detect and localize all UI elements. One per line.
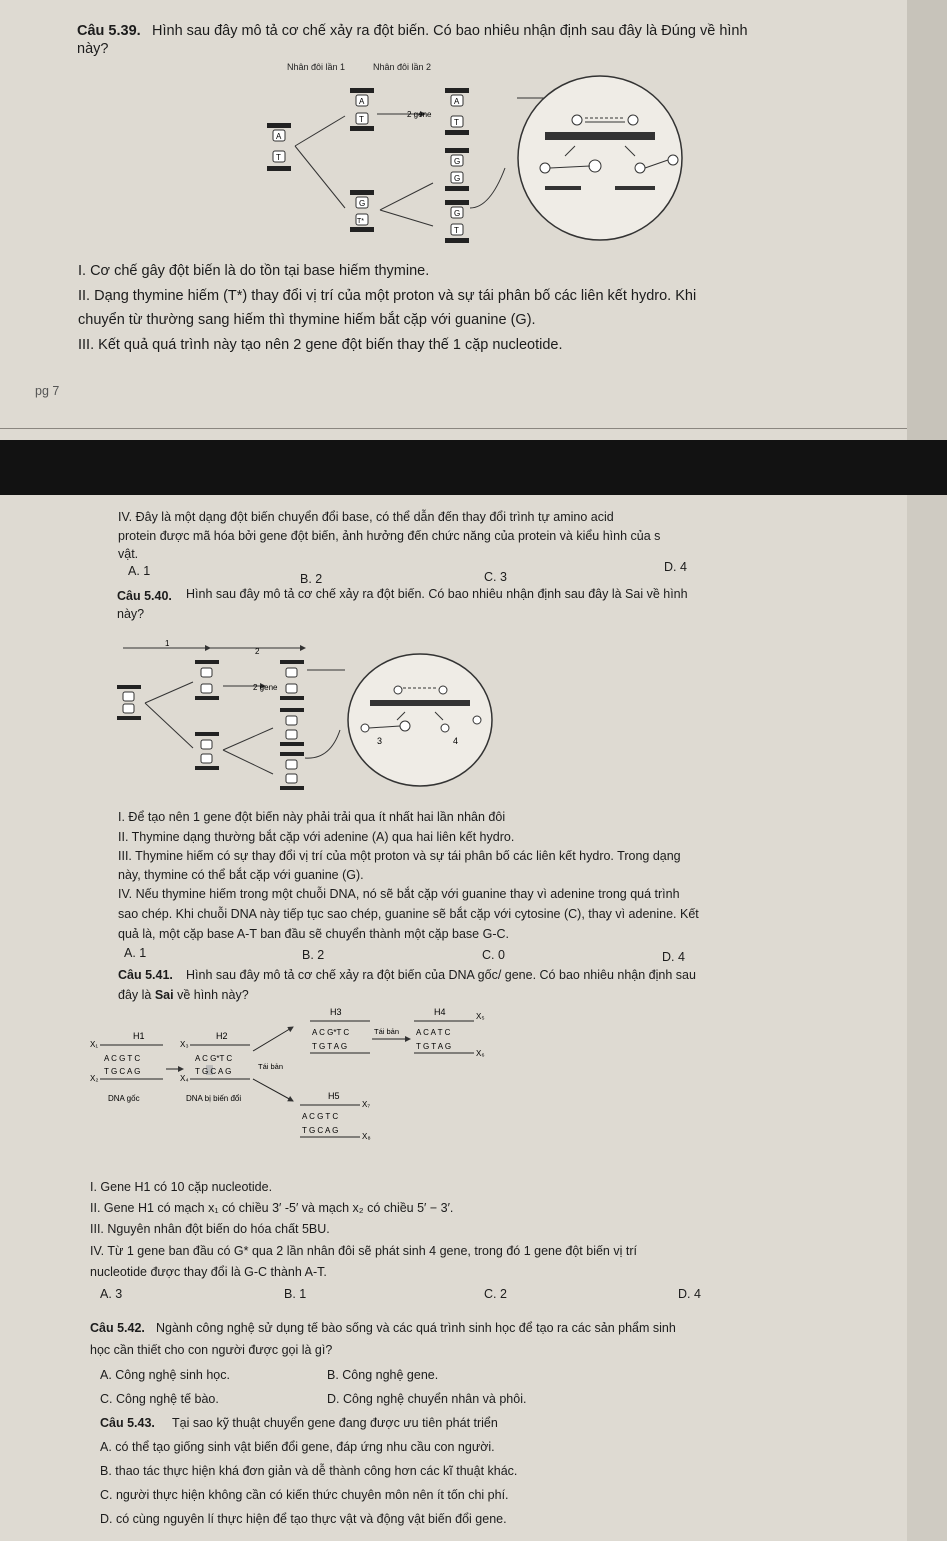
fig-label-tai-ban: Tái bản xyxy=(258,1062,284,1071)
fig-gene-H4: H4 xyxy=(434,1007,446,1017)
base-A-label: A xyxy=(454,97,460,106)
q541-option-c: C. 2 xyxy=(484,1287,507,1301)
q542-option-c: C. Công nghệ tế bào. xyxy=(100,1392,219,1406)
page-gap xyxy=(0,440,947,495)
q539-prompt-line1: Hình sau đây mô tả cơ chế xảy ra đột biến. Có bao nhiêu nhận định sau đây là Đúng về hình xyxy=(152,23,748,39)
fig-seq-h2-top: A C G*T C xyxy=(195,1054,233,1063)
fig-seq-h3-bot: T G T A G xyxy=(312,1042,348,1051)
fig-seq-h1-top: A C G T C xyxy=(104,1054,141,1063)
q543-option-d: D. có cùng nguyên lí thực hiện để tạo thực vật và động vật biến đổi gene. xyxy=(100,1512,507,1526)
q539-option-d: D. 4 xyxy=(664,560,687,574)
q540-statement-3a: III. Thymine hiếm có sự thay đổi vị trí của một proton và sự tái phân bố các liên kết hydro. Trong dạng xyxy=(118,849,681,863)
page-bottom xyxy=(0,495,907,1541)
page-note: pg 7 xyxy=(35,384,60,398)
fig-label-tai-ban: Tái bản xyxy=(374,1027,400,1036)
fig-label-dup2: Nhân đôi lần 2 xyxy=(373,62,432,72)
q539-statement-4a: IV. Đây là một dạng đột biến chuyển đổi base, có thể dẫn đến thay đổi trình tự amino acid xyxy=(118,510,614,524)
q542-option-d: D. Công nghệ chuyển nhân và phôi. xyxy=(327,1392,527,1406)
fig-label-dna-goc: DNA gốc xyxy=(108,1094,140,1103)
fig-seq-h4-bot: T G T A G xyxy=(416,1042,452,1051)
q543-option-b: B. thao tác thực hiện khá đơn giản và dễ thành công hơn các kĩ thuật khác. xyxy=(100,1464,518,1478)
fig-step-4: 4 xyxy=(453,736,459,746)
fig-label-2gene: 2 gene xyxy=(407,110,432,119)
fig-strand-X3: X₃ xyxy=(180,1040,189,1049)
fig-seq-h5-top: A C G T C xyxy=(302,1112,339,1121)
q540-statement-1: I. Để tạo nên 1 gene đột biến này phải trải qua ít nhất hai lần nhân đôi xyxy=(118,810,506,824)
q541-option-d: D. 4 xyxy=(678,1287,701,1301)
base-T-label: T xyxy=(276,153,281,162)
q539-statement-2a: II. Dạng thymine hiếm (T*) thay đổi vị trí của một proton và sự tái phân bố các liên kết hydro. Khi xyxy=(78,288,697,304)
q541-statement-2: II. Gene H1 có mạch x₁ có chiều 3′ -5′ và mạch x₂ có chiều 5′ − 3′. xyxy=(90,1201,454,1215)
fig-gene-H3: H3 xyxy=(330,1007,342,1017)
q541-prompt-line2 xyxy=(118,986,249,1004)
fig-seq-h2-bot: T G C A G xyxy=(195,1067,232,1076)
fig-strand-X7: X₇ xyxy=(362,1100,371,1109)
page-divider xyxy=(0,428,907,429)
q539-option-c: C. 3 xyxy=(484,570,507,584)
q539-statement-4c: vật. xyxy=(118,547,139,561)
q539-statement-1: I. Cơ chế gây đột biến là do tồn tại base hiếm thymine. xyxy=(78,263,430,279)
q539-title: Câu 5.39. xyxy=(77,23,141,39)
q540-statement-4b: sao chép. Khi chuỗi DNA này tiếp tục sao chép, guanine sẽ bắt cặp với cytosine (C), thay vì adenine. Kết xyxy=(118,907,699,921)
fig-label-dna-bien-doi: DNA bị biến đổi xyxy=(186,1094,242,1103)
q540-option-a: A. 1 xyxy=(124,946,147,960)
q543-prompt: Tại sao kỹ thuật chuyển gene đang được ưu tiên phát triển xyxy=(172,1416,498,1430)
q541-title: Câu 5.41. xyxy=(118,968,173,982)
q543-option-a: A. có thể tạo giống sinh vật biến đổi gene, đáp ứng nhu cầu con người. xyxy=(100,1440,495,1454)
q540-option-c: C. 0 xyxy=(482,948,505,962)
base-G-label: G xyxy=(359,199,366,208)
q539-prompt-line2: này? xyxy=(77,41,109,57)
q541-prompt-pre: đây là xyxy=(118,988,155,1002)
zoom-circle xyxy=(518,76,682,240)
fig-gene-H1: H1 xyxy=(133,1031,145,1041)
fig-seq-h3-top: A C G*T C xyxy=(312,1028,350,1037)
q541-option-b: B. 1 xyxy=(284,1287,307,1301)
fig-step-2: 2 xyxy=(255,647,260,656)
q543-option-c: C. người thực hiện không cần có kiến thức chuyên môn nên ít tốn chi phí. xyxy=(100,1488,509,1502)
q539-statement-3: III. Kết quả quá trình này tạo nên 2 gene đột biến thay thế 1 cặp nucleotide. xyxy=(78,337,563,353)
q542-prompt-line2: học cần thiết cho con người được gọi là gì? xyxy=(90,1343,333,1357)
q541-prompt-post: về hình này? xyxy=(173,988,249,1002)
base-A-label: A xyxy=(276,132,282,141)
fig-seq-h5-bot: T G C A G xyxy=(302,1126,339,1135)
base-G-label: G xyxy=(454,174,461,183)
fig-label-dup1: Nhân đôi lần 1 xyxy=(287,62,346,72)
base-G-label: G xyxy=(454,209,461,218)
q540-prompt-line2: này? xyxy=(117,607,145,621)
fig-strand-X4: X₄ xyxy=(180,1074,189,1083)
strand-bar xyxy=(267,166,291,171)
q540-option-b: B. 2 xyxy=(302,948,325,962)
fig-step-3: 3 xyxy=(377,736,383,746)
base-A-label: A xyxy=(359,97,365,106)
q540-statement-3b: này, thymine có thể bắt cặp với guanine (G). xyxy=(118,868,364,882)
q541-dna-figure xyxy=(88,1007,508,1172)
q543-title: Câu 5.43. xyxy=(100,1416,155,1430)
fig-seq-h1-bot: T G C A G xyxy=(104,1067,141,1076)
q540-title: Câu 5.40. xyxy=(117,589,172,603)
fig-strand-X5: X₅ xyxy=(476,1012,485,1021)
q540-mutation-figure xyxy=(115,640,505,802)
q540-statement-4a: IV. Nếu thymine hiếm trong một chuỗi DNA, nó sẽ bắt cặp với guanine thay vì adenine trong quá trình xyxy=(118,887,680,901)
q540-statement-4c: quả là, một cặp base A-T ban đầu sẽ chuyển thành một cặp base G-C. xyxy=(118,927,509,941)
q542-option-a: A. Công nghệ sinh học. xyxy=(100,1368,230,1382)
page-top xyxy=(0,0,907,440)
base-T-label: T xyxy=(454,118,459,127)
fig-strand-X8: X₈ xyxy=(362,1132,371,1141)
fig-gene-H2: H2 xyxy=(216,1031,228,1041)
fig-gene-H5: H5 xyxy=(328,1091,340,1101)
fig-strand-X6: X₆ xyxy=(476,1049,485,1058)
base-G-label: G xyxy=(454,157,461,166)
q541-prompt-line1: Hình sau đây mô tả cơ chế xảy ra đột biến của DNA gốc/ gene. Có bao nhiêu nhận định sau xyxy=(186,968,696,982)
base-Tstar-label: T* xyxy=(357,218,364,225)
q539-option-a: A. 1 xyxy=(128,564,151,578)
fig-strand-X1: X₁ xyxy=(90,1040,99,1049)
fig-label-2gene: 2 gene xyxy=(253,683,278,692)
q541-option-a: A. 3 xyxy=(100,1287,123,1301)
q541-statement-3: III. Nguyên nhân đột biến do hóa chất 5BU. xyxy=(90,1222,330,1236)
q540-option-d: D. 4 xyxy=(662,950,685,964)
q542-title: Câu 5.42. xyxy=(90,1321,145,1335)
q541-statement-1: I. Gene H1 có 10 cặp nucleotide. xyxy=(90,1180,273,1194)
q539-option-b: B. 2 xyxy=(300,572,323,586)
fig-seq-h4-top: A C A T C xyxy=(416,1028,451,1037)
fig-step-1: 1 xyxy=(165,640,170,648)
q540-prompt-line1: Hình sau đây mô tả cơ chế xảy ra đột biến. Có bao nhiêu nhận định sau đây là Sai về hình xyxy=(186,587,688,601)
fig-strand-X2: X₂ xyxy=(90,1074,99,1083)
base-T-label: T xyxy=(454,226,459,235)
page-right-edge xyxy=(907,0,947,440)
q540-statement-2: II. Thymine dạng thường bắt cặp với adenine (A) qua hai liên kết hydro. xyxy=(118,830,515,844)
q539-statement-2b: chuyển từ thường sang hiếm thì thymine hiếm bắt cặp với guanine (G). xyxy=(78,312,536,328)
zoom-circle xyxy=(348,654,492,786)
q541-statement-4a: IV. Từ 1 gene ban đầu có G* qua 2 lần nhân đôi sẽ phát sinh 4 gene, trong đó 1 gene đột biến vị trí xyxy=(90,1244,637,1258)
q539-statement-4b: protein được mã hóa bởi gene đột biến, ảnh hưởng đến chức năng của protein và kiểu hình của s xyxy=(118,529,661,543)
q541-prompt-bold: Sai xyxy=(154,988,174,1002)
q541-statement-4b: nucleotide được thay đổi là G-C thành A-T. xyxy=(90,1265,327,1279)
q542-prompt-line1: Ngành công nghệ sử dụng tế bào sống và các quá trình sinh học để tạo ra các sản phẩm sinh xyxy=(156,1321,676,1335)
base-T-label: T xyxy=(359,115,364,124)
q539-mutation-figure xyxy=(255,58,695,263)
strand-bar xyxy=(267,123,291,128)
q542-option-b: B. Công nghệ gene. xyxy=(327,1368,439,1382)
